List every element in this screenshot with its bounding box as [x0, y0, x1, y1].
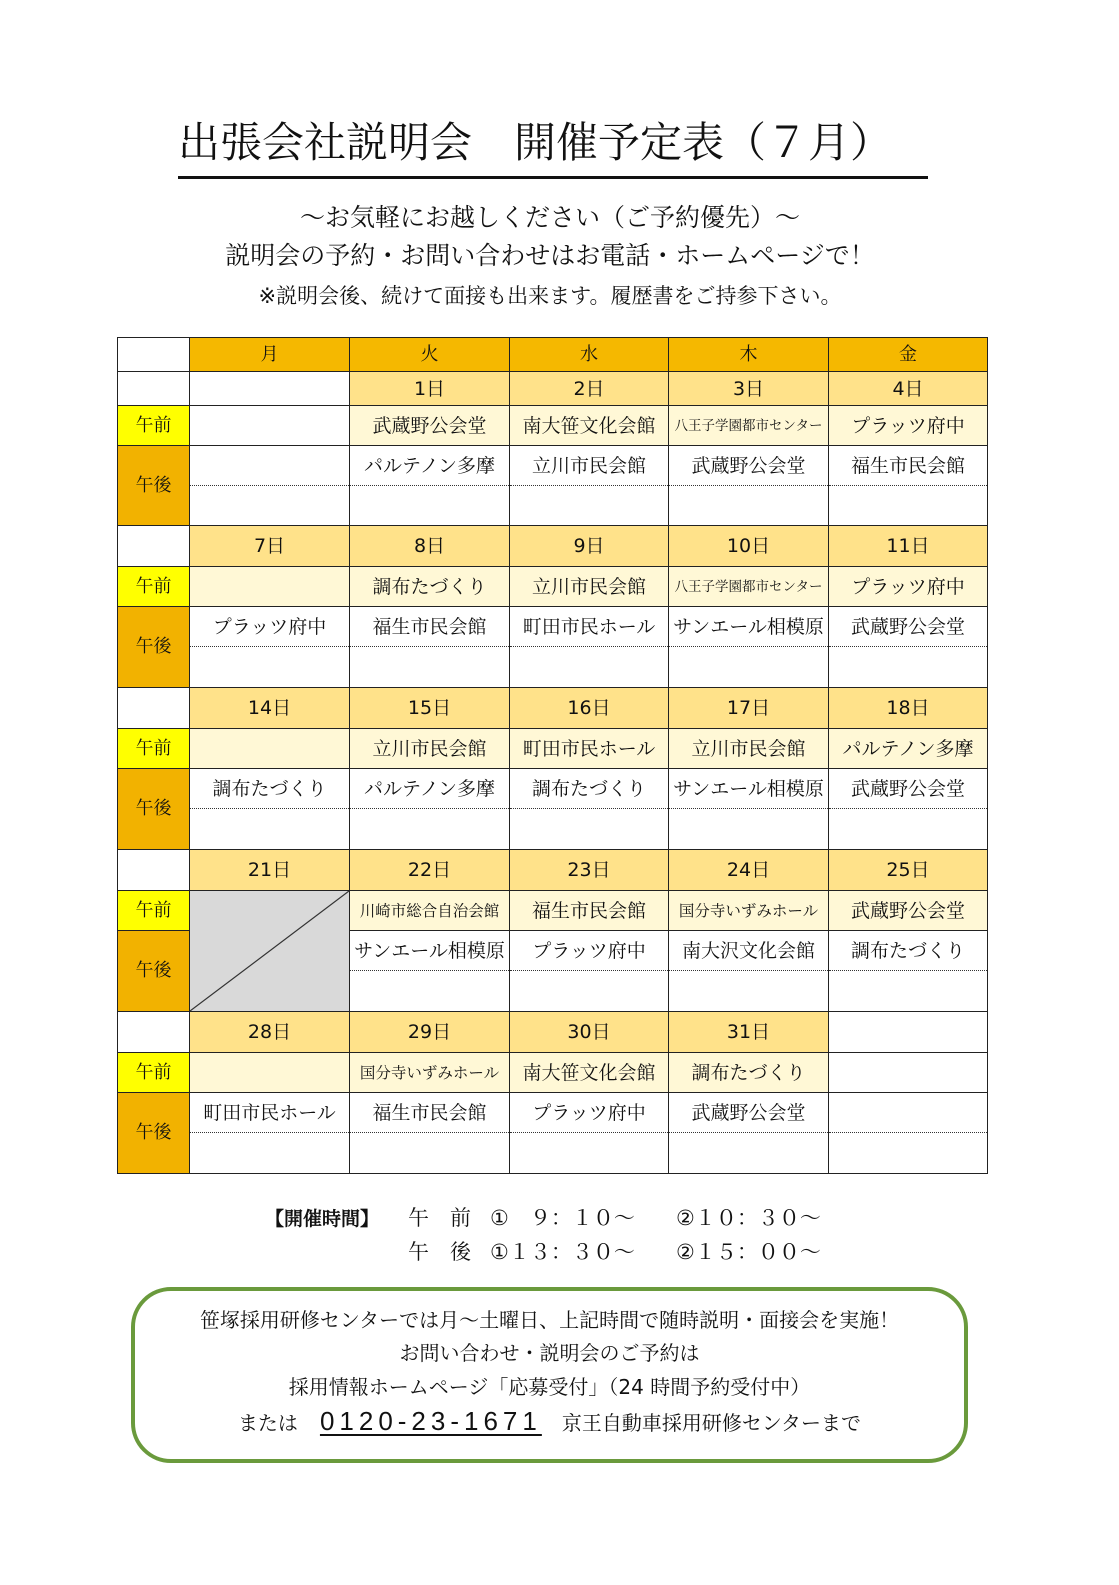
date-cell: 4日	[829, 372, 988, 406]
morning-slot-2: ②１０：３０～	[676, 1206, 821, 1230]
date-cell	[829, 1012, 988, 1053]
afternoon-spare-row	[118, 486, 988, 526]
afternoon-venue-cell	[190, 446, 350, 486]
recruiting-center-notice: 笹塚採用研修センターでは月～土曜日、上記時間で随時説明・面接会を実施！	[199, 1308, 900, 1332]
date-cell: 3日	[669, 372, 829, 406]
date-cell: 29日	[350, 1012, 510, 1053]
afternoon-spare-cell	[190, 486, 350, 526]
afternoon-spare-cell	[350, 971, 510, 1012]
afternoon-spare-cell	[190, 647, 350, 688]
morning-venue-cell	[190, 729, 350, 769]
date-cell: 1日	[350, 372, 510, 406]
no-session-cell	[190, 891, 350, 1012]
morning-venue-cell	[190, 567, 350, 607]
afternoon-spare-cell	[350, 1133, 510, 1174]
morning-venue-cell	[829, 1053, 988, 1093]
afternoon-spare-cell	[829, 486, 988, 526]
afternoon-spare-cell	[190, 1133, 350, 1174]
afternoon-spare-cell	[669, 809, 829, 850]
afternoon-venue-cell: 福生市民会館	[350, 1093, 510, 1133]
afternoon-venue-cell: 福生市民会館	[350, 607, 510, 647]
afternoon-venue-cell: 南大沢文化会館	[669, 931, 829, 971]
date-row	[118, 850, 988, 891]
afternoon-spare-cell	[350, 486, 510, 526]
afternoon-spare-cell	[829, 971, 988, 1012]
weekday-header-cell: 木	[669, 338, 829, 372]
morning-venue-cell	[190, 406, 350, 446]
corner-cell	[118, 338, 190, 372]
morning-row	[118, 1053, 988, 1093]
morning-label: 午前	[118, 1053, 190, 1093]
subtitle-note: ※説明会後、続けて面接も出来ます。履歴書をご持参下さい。	[258, 284, 842, 308]
afternoon-spare-cell	[510, 486, 669, 526]
schedule-table	[117, 337, 988, 1174]
date-cell: 11日	[829, 526, 988, 567]
afternoon-row	[118, 769, 988, 809]
date-cell: 9日	[510, 526, 669, 567]
no-session-diagonal	[190, 891, 349, 1011]
afternoon-slot-1: ①１３：３０～	[490, 1240, 635, 1264]
inquiry-intro: お問い合わせ・説明会のご予約は	[399, 1341, 700, 1365]
morning-row	[118, 729, 988, 769]
afternoon-spare-cell	[510, 971, 669, 1012]
morning-hours-label: 午 前	[408, 1206, 471, 1230]
afternoon-spare-cell	[190, 809, 350, 850]
morning-venue-cell: 立川市民会館	[510, 567, 669, 607]
afternoon-spare-cell	[829, 647, 988, 688]
afternoon-venue-cell: 福生市民会館	[829, 446, 988, 486]
afternoon-spare-cell	[669, 1133, 829, 1174]
date-cell	[190, 372, 350, 406]
date-row-label-cell	[118, 1012, 190, 1053]
morning-venue-cell: 八王子学園都市センター	[669, 406, 829, 446]
date-row-label-cell	[118, 688, 190, 729]
morning-row	[118, 567, 988, 607]
date-cell: 14日	[190, 688, 350, 729]
afternoon-spare-cell	[510, 1133, 669, 1174]
afternoon-spare-row	[118, 1133, 988, 1174]
morning-venue-cell: 立川市民会館	[669, 729, 829, 769]
afternoon-venue-cell: 武蔵野公会堂	[669, 446, 829, 486]
subtitle-reservation: 説明会の予約・お問い合わせはお電話・ホームページで！	[225, 241, 875, 270]
afternoon-label: 午後	[118, 1093, 190, 1174]
afternoon-spare-cell	[350, 809, 510, 850]
afternoon-venue-cell	[829, 1093, 988, 1133]
contact-box	[131, 1287, 968, 1463]
date-cell: 24日	[669, 850, 829, 891]
subtitle-welcome: ～お気軽にお越しください（ご予約優先）～	[299, 203, 800, 232]
morning-slot-1: ① ９：１０～	[490, 1206, 635, 1230]
morning-venue-cell: 調布たづくり	[350, 567, 510, 607]
date-row	[118, 1012, 988, 1053]
weekday-header-cell: 火	[350, 338, 510, 372]
date-cell: 23日	[510, 850, 669, 891]
morning-venue-cell: 武蔵野公会堂	[350, 406, 510, 446]
afternoon-label: 午後	[118, 931, 190, 1012]
homepage-info: 採用情報ホームページ「応募受付」（24 時間予約受付中）	[288, 1375, 811, 1399]
morning-venue-cell: プラッツ府中	[829, 406, 988, 446]
afternoon-venue-cell: 町田市民ホール	[510, 607, 669, 647]
morning-venue-cell: 立川市民会館	[350, 729, 510, 769]
morning-venue-cell: 国分寺いずみホール	[350, 1053, 510, 1093]
afternoon-venue-cell: パルテノン多摩	[350, 446, 510, 486]
date-cell: 25日	[829, 850, 988, 891]
afternoon-label: 午後	[118, 769, 190, 850]
date-cell: 7日	[190, 526, 350, 567]
phone-prefix: または	[237, 1411, 298, 1435]
afternoon-label: 午後	[118, 607, 190, 688]
date-cell: 10日	[669, 526, 829, 567]
afternoon-venue-cell: サンエール相模原	[350, 931, 510, 971]
afternoon-spare-cell	[829, 1133, 988, 1174]
morning-venue-cell: 調布たづくり	[669, 1053, 829, 1093]
morning-venue-cell: 国分寺いずみホール	[669, 891, 829, 931]
date-row-label-cell	[118, 526, 190, 567]
page-title: 出張会社説明会 開催予定表（７月）	[178, 118, 893, 167]
morning-venue-cell: 川崎市総合自治会館	[350, 891, 510, 931]
date-cell: 17日	[669, 688, 829, 729]
afternoon-label: 午後	[118, 446, 190, 526]
session-hours-label: 【開催時間】	[265, 1208, 380, 1230]
date-cell: 2日	[510, 372, 669, 406]
afternoon-venue-cell: サンエール相模原	[669, 607, 829, 647]
afternoon-spare-cell	[669, 971, 829, 1012]
afternoon-venue-cell: プラッツ府中	[510, 1093, 669, 1133]
morning-label: 午前	[118, 729, 190, 769]
afternoon-venue-cell: プラッツ府中	[510, 931, 669, 971]
morning-label: 午前	[118, 567, 190, 607]
date-cell: 18日	[829, 688, 988, 729]
afternoon-spare-row	[118, 809, 988, 850]
afternoon-venue-cell: 調布たづくり	[510, 769, 669, 809]
afternoon-venue-cell: 調布たづくり	[190, 769, 350, 809]
title-underline	[178, 176, 928, 179]
weekday-header-cell: 水	[510, 338, 669, 372]
afternoon-spare-cell	[669, 486, 829, 526]
morning-venue-cell: パルテノン多摩	[829, 729, 988, 769]
afternoon-spare-cell	[669, 647, 829, 688]
morning-venue-cell: 南大笹文化会館	[510, 1053, 669, 1093]
morning-label: 午前	[118, 891, 190, 931]
morning-label: 午前	[118, 406, 190, 446]
phone-suffix: 京王自動車採用研修センターまで	[561, 1411, 862, 1435]
date-row	[118, 688, 988, 729]
afternoon-row	[118, 446, 988, 486]
afternoon-row	[118, 1093, 988, 1133]
afternoon-spare-cell	[510, 809, 669, 850]
morning-venue-cell: 武蔵野公会堂	[829, 891, 988, 931]
morning-row	[118, 891, 988, 931]
weekday-header-row	[118, 338, 988, 372]
date-row-label-cell	[118, 372, 190, 406]
date-cell: 30日	[510, 1012, 669, 1053]
afternoon-venue-cell: 武蔵野公会堂	[829, 607, 988, 647]
morning-venue-cell: 町田市民ホール	[510, 729, 669, 769]
date-cell: 31日	[669, 1012, 829, 1053]
phone-number: 0120-23-1671	[319, 1406, 542, 1436]
afternoon-venue-cell: プラッツ府中	[190, 607, 350, 647]
afternoon-venue-cell: サンエール相模原	[669, 769, 829, 809]
afternoon-row	[118, 607, 988, 647]
morning-row	[118, 406, 988, 446]
afternoon-spare-cell	[829, 809, 988, 850]
afternoon-venue-cell: 立川市民会館	[510, 446, 669, 486]
afternoon-venue-cell: 武蔵野公会堂	[669, 1093, 829, 1133]
afternoon-venue-cell: 武蔵野公会堂	[829, 769, 988, 809]
afternoon-spare-row	[118, 647, 988, 688]
phone-line	[135, 1403, 964, 1439]
afternoon-spare-cell	[510, 647, 669, 688]
weekday-header-cell: 月	[190, 338, 350, 372]
afternoon-hours-label: 午 後	[408, 1240, 471, 1264]
date-row-label-cell	[118, 850, 190, 891]
afternoon-spare-cell	[350, 647, 510, 688]
afternoon-venue-cell: 調布たづくり	[829, 931, 988, 971]
afternoon-venue-cell: 町田市民ホール	[190, 1093, 350, 1133]
date-cell: 15日	[350, 688, 510, 729]
afternoon-slot-2: ②１５：００～	[676, 1240, 821, 1264]
morning-venue-cell: 福生市民会館	[510, 891, 669, 931]
date-cell: 22日	[350, 850, 510, 891]
morning-venue-cell	[190, 1053, 350, 1093]
morning-venue-cell: 八王子学園都市センター	[669, 567, 829, 607]
date-cell: 16日	[510, 688, 669, 729]
afternoon-venue-cell: パルテノン多摩	[350, 769, 510, 809]
date-row	[118, 526, 988, 567]
date-cell: 8日	[350, 526, 510, 567]
date-row	[118, 372, 988, 406]
schedule-body	[118, 338, 988, 1174]
morning-venue-cell: 南大笹文化会館	[510, 406, 669, 446]
date-cell: 21日	[190, 850, 350, 891]
morning-venue-cell: プラッツ府中	[829, 567, 988, 607]
weekday-header-cell: 金	[829, 338, 988, 372]
date-cell: 28日	[190, 1012, 350, 1053]
